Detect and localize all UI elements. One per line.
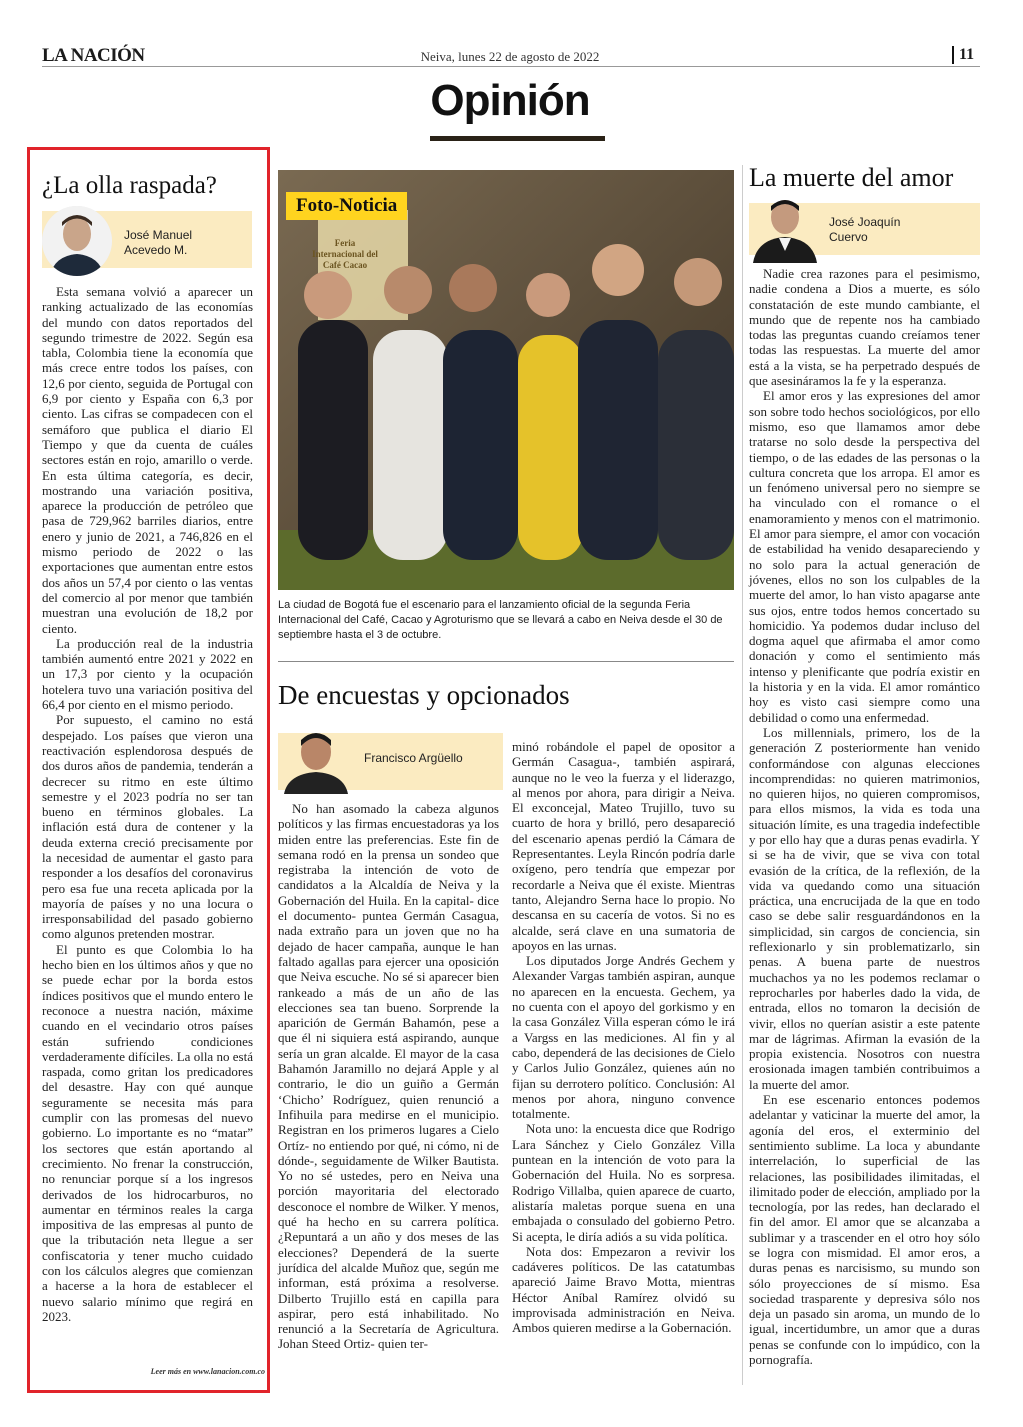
author-photo-3 [749,191,821,263]
newspaper-logo: LA NACIÓN [42,45,145,66]
photo-news-label: Foto-Noticia [286,192,407,220]
paragraph: minó robándole el papel de opositor a Germán Casagua-, también aspirará, aunque no le veo la fuerza y el liderazgo, al menos por ahora, para dirigir a Neiva. El exconcejal, Mateo Trujillo, tuvo su cuarto de hora y brilló, pero desapareció del escenario apenas perdió la Cámara de Representantes. Leyla Rincón podría darle oxígeno, pero tendría que empezar por recordarle a Neiva que él existe. Mientras tanto, Alejandro Serna hace lo propio. No descansa en su cacería de votos. Si no es alcalde, será clave en una sumatoria de apoyos en las urnas. [512,739,735,953]
author-name-2: Francisco Argüello [364,751,463,765]
paragraph: En ese escenario entonces podemos adelantar y vaticinar la muerte del amor, la agonía del eros, el exterminio del sentimiento sublime. La loca y abundante interrelación, lo superficial de las relaciones, las posibilidades ilimitadas, el ilimitado poder de elección, ampliado por la tecnología, por las redes, han declarado el fin del amor. El amor que se alcanzaba a sublimar y a trascender en el otro hoy sólo se logra con mismidad. El amor eros, a duras penas es narcisismo, su mundo son sólo proyecciones de sí mismo. Esa sociedad trasparente y depresiva sólo nos deja un pasado sin aroma, un mundo de lo igual, incertidumbre, un amor que a duras penas se confunde con lo impúdico, con la pornografía. [749,1092,980,1368]
paragraph: Nota dos: Empezaron a revivir los cadáveres políticos. De las catatumbas apareció Jaime Bravo Motta, mientras Héctor Aníbal Ramírez olvidó su improvisada administración en Neiva. Ambos quieren medirse a la Gobernación. [512,1243,735,1336]
author-name-1: José Manuel Acevedo M. [124,228,193,257]
page-number: 11 [952,46,974,64]
paragraph: Los diputados Jorge Andrés Gechem y Alexander Vargas también aspiran, aunque no aparecen en la encuesta. Gechem, ya no cuenta con el apoyo del gorkismo y en la casa González Villa esperan cómo le irá a Vargss en las mediciones. Al fin y al cabo, dependerá de las decisiones de Cielo y Carlos Julio González, quienes aún no fijan su derrotero político. Conclusión: Al menos por ahora, ninguno convence totalmente. [512,953,735,1122]
paragraph: Nadie crea razones para el pesimismo, nadie condena a Dios a muerte, es sólo constatación de este mundo cambiante, el mundo que de repente nos ha cambiado todas las preguntas cuando creíamos tener todas las respuestas. La muerte del amor está a la vista, se ha perpetrado después de que asesináramos la fe y la esperanza. [749,266,980,389]
paragraph: Los millennials, primero, los de la generación Z posteriormente han venido conformándose con algunas elecciones incomprendidas: no quieren matrimonios, no quieren hijos, no quieren compromisos, para ellos mismos, la vida es toda una situación límite, es una tragedia indefectible y por ello hay que a duras penas evadirla. Y si se ha de vivir, que se viva con total evasión de la crítica, de la reflexión, de la vida va quedando como una situación práctica, una encrucijada de la que en todo caso se debe salir resguardándonos en la simplicidad, sin cargos de conciencia, sin reflexionarlo y sin problematizarlo, sin penas. A buena parte de nuestros muchachos ya no les podemos reclamar o reprocharles por haberles dado la vida, de entrada, ellos no tomaron la decisión de vivir, ellos no querían asistir a este patente mar de lágrimas. Afirman la evasión de la propia existencia. Nosotros con nuestra erosionada imagen también contribuimos a la muerte del amor. [749,724,980,1092]
paragraph: Nota uno: la encuesta dice que Rodrigo Lara Sánchez y Cielo González Villa puntean en la intención de voto para la Gobernación del Huila. No es sorpresa. Rodrigo Villalba, quien aparece de cuarto, alistaría maletas porque suena en una embajada o consulado del gobierno Petro. Si acepta, le diría adiós a su vida política. [512,1121,735,1244]
column-separator [742,165,743,1385]
dateline: Neiva, lunes 22 de agosto de 2022 [420,49,600,64]
column-3-title: La muerte del amor [749,163,954,192]
header-rule [42,66,980,67]
column-3-body [749,266,980,1367]
section-title: Opinión [430,76,590,125]
paragraph: La producción real de la industria también aumentó entre 2021 y 2022 en un 17,3 por ciento y la ocupación hotelera tuvo una variación positiva del 66,4 por ciento en el mismo periodo. [42,635,253,713]
column-2-body-a [278,801,499,1352]
paragraph: El punto es que Colombia lo ha hecho bien en los últimos años y que no se puede echar por la borda estos índices positivos que el mundo entero le reconoce a nuestra nación, máxime cuando en el vecindario otros países están sufriendo condiciones verdaderamente difíciles. La olla no está raspada, como gritan los predicadores del desastre. Hay con qué aunque seguramente se necesita más para cumplir con las promesas del nuevo gobierno. Lo importante es no “matar” los sectores que están aportando al crecimiento. No frenar la construcción, no renunciar porque sí a los ingresos derivados de los hidrocarburos, no aumentar en términos reales la carga impositiva de las empresas al punto de que la tributación neta llegue a ser confiscatoria y tener mucho cuidado con los cálculos alegres que comienzan a hacerse a la hora de establecer el nuevo salario mínimo que regirá en 2023. [42,941,253,1324]
column-2-body-b [512,739,735,1336]
photo-caption: La ciudad de Bogotá fue el escenario para el lanzamiento oficial de la segunda Feria Internacional del Café, Cacao y Agroturismo que se llevará a cabo en Neiva desde el 30 de septiembre hasta el 3 de octubre. [278,599,723,641]
divider [278,661,734,662]
paragraph: No han asomado la cabeza algunos políticos y las firmas encuestadoras ya los miden entre las preferencias. Este fin de semana rodó en la prensa un sondeo que registraba la intención de voto de candidatos a la Alcaldía de Neiva y la Gobernación del Huila. En la capital- dice el documento- puntea Germán Casagua, nada extraño para un joven que no ha dejado de hacer campaña, aunque le han faltado agallas para ejercer una oposición que Neiva escuche. No sé si aparecer bien rankeado a más de un año de las elecciones sea tan bueno. Sorprende la aparición de Germán Bahamón, pese a que él ni siquiera está aspirando, aunque sería un gran alcalde. El mayor de la casa Bahamón Jaramillo no dejará Apple y al contrario, le dio un guiño a Germán ‘Chicho’ Rodríguez, quien renunció a Infihuila para medirse en el municipio. Registran en los primeros lugares a Cielo Ortíz- no entiendo por qué, ni cómo, ni de dónde-, seguidamente de Wilker Bautista. Yo no sé ustedes, pero en Neiva una porción mayoritaria del electorado desconoce el nombre de Wilker. Y menos, qué ha hecho en su carrera política. ¿Repuntará a un año y dos meses de las elecciones? Dependerá de la suerte jurídica del alcalde Muñoz que, según me informan, está próxima a resolverse. Dilberto Trujillo está en capilla para aspirar, pero está inhabilitado. No renunció a la Secretaría de Agricultura. Johan Steed Ortiz- quien ter- [278,801,499,1352]
section-underline [430,136,605,141]
author-photo-1 [42,206,112,276]
column-1-title: ¿La olla raspada? [42,172,217,199]
news-photo [278,170,734,590]
author-photo-2 [278,722,350,794]
read-more-link[interactable]: Leer más en www.lanacion.com.co [150,1367,265,1376]
author-name-3: José Joaquín Cuervo [829,215,901,244]
column-1-body [42,284,253,1324]
photo-banner-text: Feria Internacional del Café Cacao [312,238,378,270]
column-2-title: De encuestas y opcionados [278,680,570,710]
paragraph: Esta semana volvió a aparecer un ranking actualizado de las economías del mundo con datos reportados del segundo trimestre de 2022. Según esa tabla, Colombia tiene la economía que más crece entre todos los países, con 12,6 por ciento, seguida de Portugal con 6,9 por ciento y España con 6,3 por ciento. Las cifras se compadecen con el semáforo que publica el diario El Tiempo y que da cuenta de cuáles sectores están en rojo, amarillo o verde. En esta última categoría, es decir, mostrando una variación positiva, aparece la producción de petróleo que pasa de 729,962 barriles diarios, entre enero y junio de 2021, a 746,826 en el mismo periodo de 2022 o las exportaciones que aumentan entre estos dos años un 57,4 por ciento o las ventas del comercio al por menor que también muestran una evolución de 18,2 por ciento. [42,284,253,636]
paragraph: El amor eros y las expresiones del amor son sobre todo hechos sociológicos, por ello mismo, eso que llamamos amor debe tratarse no solo desde la perspectiva del tiempo, o de las edades de las personas o la cultura concreta que los arropa. El amor es un fenómeno universal pero no siempre se ha vinculado con el romance o el enamoramiento y menos con el matrimonio. El amor para siempre, el amor con vocación de estabilidad ha venido desapareciendo y no solo para la actual generación de jóvenes, ellos no son los culpables de la muerte del amor, lo han visto apagarse ante sus ojos, entre todos hemos concertado su homicidio. Ya podemos dudar incluso del dogma aquel que afirmaba el amor como donación y como el sentimiento más intenso y plenificante que podría existir en la historia y en la vida. El amor romántico hoy es visto casi siempre como una debilidad o como una enfermedad. [749,388,980,725]
paragraph: Por supuesto, el camino no está despejado. Los países que vieron una reactivación esplendorosa después de dos duros años de pandemia, tenderán a decrecer su ritmo en este último semestre y el 2023 podría no ser tan bueno en términos globales. La inflación está dura de contener y la deuda externa creció precisamente por la necesidad de aumentar el gasto para responder a los desafíos del coronavirus pero esa fue una receta aplicada por la mayoría de países y no una locura o irresponsabilidad del pasado gobierno como algunos pretenden mostrar. [42,712,253,942]
